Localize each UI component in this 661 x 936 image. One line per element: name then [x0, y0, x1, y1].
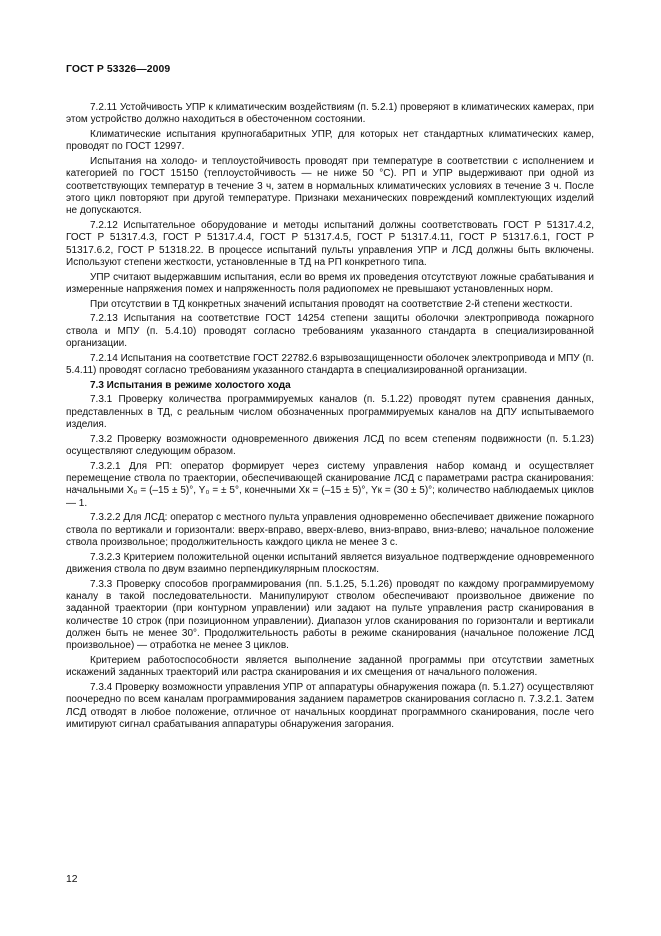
paragraph: 7.3.2.2 Для ЛСД: оператор с местного пульта управления одновременно обеспечивает движение пожарного ствола по вертикали и горизонтали: вверх-вправо, вверх-влево, вниз-вправо, вниз-влево; начальное положение ствола произвольное; продолжительность каждого цикла не менее 3 с. — [66, 512, 594, 548]
paragraph: 7.3.4 Проверку возможности управления УПР от аппаратуры обнаружения пожара (п. 5.1.27) осуществляют поочередно по всем каналам программирования заданием параметров сканирования согласно п. 7.3.2.1. Затем ЛСД отводят в любое положение, отличное от начальных координат программного сканирования, после чего имитируют сигнал срабатывания аппаратуры обнаружения загорания. — [66, 681, 594, 730]
page-number: 12 — [66, 874, 78, 885]
paragraph: 7.2.12 Испытательное оборудование и методы испытаний должны соответствовать ГОСТ Р 51317.4.2, ГОСТ Р 51317.4.3, ГОСТ Р 51317.4.4, ГОСТ Р 51317.4.5, ГОСТ Р 51317.4.11, ГОСТ Р 51317.6.1, ГОСТ Р 51317.6.2, ГОСТ Р 51318.22. В процессе испытаний пульты управления УПР и ЛСД должны быть включены. Используют степени жесткости, установленные в ТД на РП конкретного типа. — [66, 219, 594, 269]
paragraph: Критерием работоспособности является выполнение заданной программы при отсутствии заметных искажений заданных траекторий или растра сканирования и их смещения от начального положения. — [66, 654, 594, 679]
document-body — [66, 102, 594, 734]
paragraph: Испытания на холодо- и теплоустойчивость проводят при температуре в соответствии с исполнением и категорией по ГОСТ 15150 (теплоустойчивость — не ниже 50 °С). РП и УПР выдерживают при одной из соответствующих температур в течение 3 ч, затем в нормальных климатических условиях в течение 3 ч. После этого цикл повторяют при другой температуре. Признаки механических повреждений комплектующих изделий не допускаются. — [66, 155, 594, 217]
paragraph: 7.2.14 Испытания на соответствие ГОСТ 22782.6 взрывозащищенности оболочек электропривода и МПУ (п. 5.4.11) проводят согласно требованиям указанного стандарта в специализированной организации. — [66, 352, 594, 376]
paragraph: 7.3.1 Проверку количества программируемых каналов (п. 5.1.22) проводят путем сравнения данных, представленных в ТД, с реальным числом обозначенных программируемых каналов на ДПУ испытываемого изделия. — [66, 394, 594, 430]
paragraph: 7.3.2 Проверку возможности одновременного движения ЛСД по всем степеням подвижности (п. 5.1.23) осуществляют следующим образом. — [66, 433, 594, 457]
section-heading: 7.3 Испытания в режиме холостого хода — [90, 379, 291, 391]
paragraph: УПР считают выдержавшим испытания, если во время их проведения отсутствуют ложные срабатывания и измеренные напряжения помех и напряженность поля радиопомех не превышают установленных норм. — [66, 271, 594, 295]
paragraph: 7.3.3 Проверку способов программирования (пп. 5.1.25, 5.1.26) проводят по каждому программируемому каналу в такой последовательности. Манипулируют стволом обеспечивают произвольное движение по заданной траектории (при контурном управлении) или задают на пульте управления растр сканирования в количестве 10 строк (при позиционном управлении). Диапазон углов сканирования по горизонтали и вертикали должен быть не менее 30°. Продолжительность работы в режиме сканирования (начальное положение ЛСД произвольное) — отработка не менее 3 циклов. — [66, 578, 594, 652]
paragraph: 7.3.2.3 Критерием положительной оценки испытаний является визуальное подтверждение одновременного движения ствола по двум взаимно перпендикулярным плоскостям. — [66, 551, 594, 575]
paragraph: При отсутствии в ТД конкретных значений испытания проводят на соответствие 2-й степени жесткости. — [90, 298, 573, 310]
paragraph: 7.2.11 Устойчивость УПР к климатическим воздействиям (п. 5.2.1) проверяют в климатических камерах, при этом устройство должно находиться в обесточенном состоянии. — [66, 102, 594, 126]
paragraph: 7.3.2.1 Для РП: оператор формирует через систему управления набор команд и осуществляет перемещение ствола по траектории, обеспечивающей сканирование ЛСД с параметрами растра сканирования: начальными X₀ = (–15 ± 5)°, Y₀ = ± 5°, конечными Xк = (–15 ± 5)°, Yк = (30 ± 5)°; количество наблюдаемых циклов — 1. — [66, 460, 594, 509]
paragraph: Климатические испытания крупногабаритных УПР, для которых нет стандартных климатических камер, проводят по ГОСТ 12997. — [66, 128, 594, 153]
paragraph: 7.2.13 Испытания на соответствие ГОСТ 14254 степени защиты оболочки электропривода пожарного ствола и МПУ (п. 5.4.10) проводят согласно требованиям указанного стандарта в специализированной организации. — [66, 313, 594, 349]
document-header: ГОСТ Р 53326—2009 — [66, 64, 171, 75]
